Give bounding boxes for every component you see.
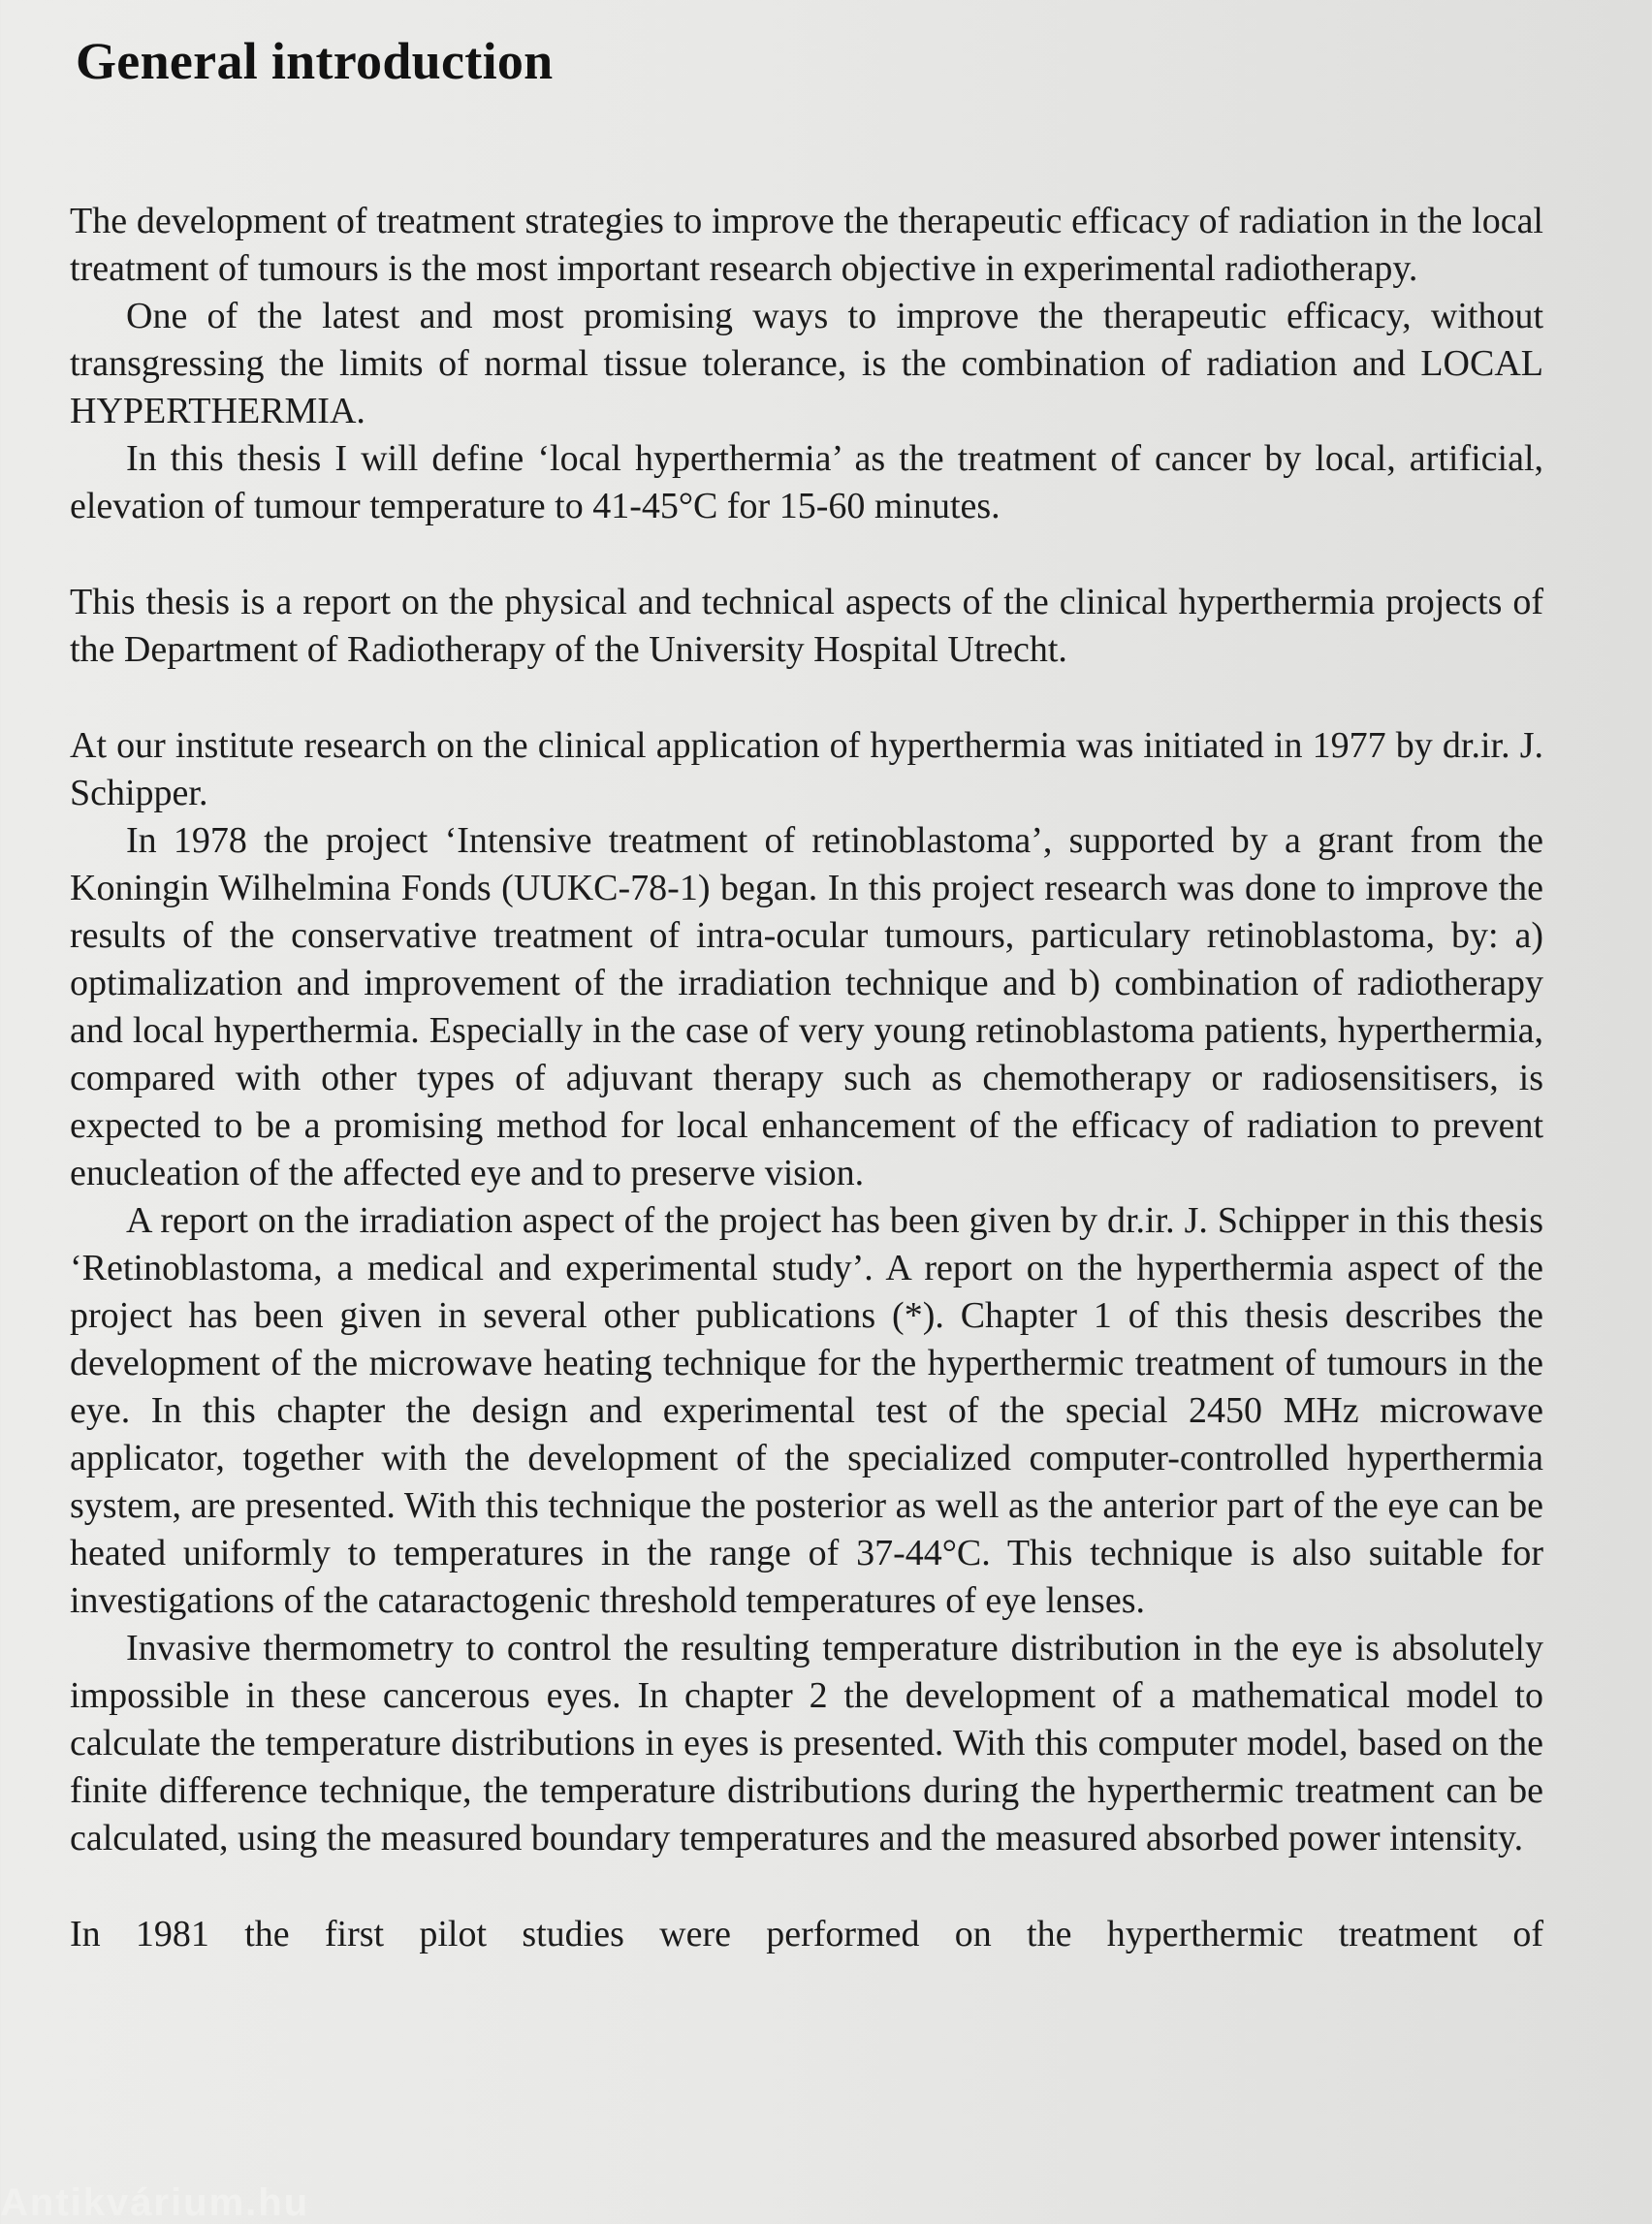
paragraph: At our institute research on the clinical application of hyperthermia was initiated in 1977 by dr.ir. J. Schipper. bbox=[70, 725, 1543, 813]
paragraph: The development of treatment strategies to improve the therapeutic efficacy of radiation in the local treatment of tumours is the most important research objective in experimental radiotherapy. bbox=[70, 201, 1543, 289]
document-page bbox=[70, 31, 1543, 2007]
paragraph: Invasive thermometry to control the resulting temperature distribution in the eye is absolutely impossible in these cancerous eyes. In chapter 2 the development of a mathematical model to calculate the temperature distributions in eyes is presented. With this computer model, based on the finite difference technique, the temperature distributions during the hyperthermic treatment can be calculated, using the measured boundary temperatures and the measured absorbed power intensity. bbox=[70, 1628, 1543, 1859]
section-pilot bbox=[70, 1911, 1543, 1958]
paragraph: One of the latest and most promising ways to improve the therapeutic efficacy, without transgressing the limits of normal tissue tolerance, is the combination of radiation and LOCAL HYPERTHERMIA. bbox=[70, 296, 1543, 431]
paragraph: This thesis is a report on the physical and technical aspects of the clinical hyperthermia projects of the Department of Radiotherapy of the University Hospital Utrecht. bbox=[70, 582, 1543, 670]
watermark: Antikvárium.hu bbox=[0, 2181, 310, 2224]
section-report bbox=[70, 579, 1543, 674]
paragraph: In this thesis I will define ‘local hyperthermia’ as the treatment of cancer by local, artificial, elevation of tumour temperature to 41-45°C for 15-60 minutes. bbox=[70, 438, 1543, 526]
paragraph: A report on the irradiation aspect of the project has been given by dr.ir. J. Schipper in this thesis ‘Retinoblastoma, a medical and experimental study’. A report on the hyperthermia aspect of the project has been given in several other publications (*). Chapter 1 of this thesis describes the development of the microwave heating technique for the hyperthermic treatment of tumours in the eye. In this chapter the design and experimental test of the special 2450 MHz microwave applicator, together with the development of the specialized computer-controlled hyperthermia system, are presented. With this technique the posterior as well as the anterior part of the eye can be heated uniformly to temperatures in the range of 37-44°C. This technique is also suitable for investigations of the cataractogenic threshold temperatures of eye lenses. bbox=[70, 1200, 1543, 1621]
paragraph: In 1981 the first pilot studies were performed on the hyperthermic treatment of bbox=[70, 1914, 1543, 1954]
page-title: General introduction bbox=[76, 32, 554, 90]
paragraph: In 1978 the project ‘Intensive treatment of retinoblastoma’, supported by a grant from the Koningin Wilhelmina Fonds (UUKC-78-1) began. In this project research was done to improve the results of the conservative treatment of intra-ocular tumours, particulary retinoblastoma, by: a) optimalization and improvement of the irradiation technique and b) combination of radiotherapy and local hyperthermia. Especially in the case of very young retinoblastoma patients, hyperthermia, compared with other types of adjuvant therapy such as chemotherapy or radiosensitisers, is expected to be a promising method for local enhancement of the efficacy of radiation to prevent enucleation of the affected eye and to preserve vision. bbox=[70, 820, 1543, 1193]
section-history bbox=[70, 722, 1543, 1862]
section-intro bbox=[70, 198, 1543, 530]
